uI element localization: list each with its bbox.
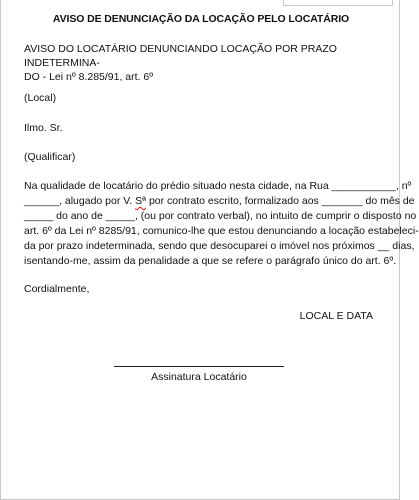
body-row: art. 6º da Lei nº 8285/91, comunico-lhe que estou denunciando a locação estabeleci- — [24, 225, 419, 237]
signature-label: Assinatura Locatário — [151, 371, 247, 383]
addressee: Ilmo. Sr. — [24, 122, 63, 134]
body-row: isentando-me, assim da penalidade a que se refere o parágrafo único do art. 6º. — [24, 255, 397, 267]
qualify-placeholder: (Qualificar) — [24, 151, 76, 163]
body-row — [24, 194, 415, 209]
subtitle-line-1: AVISO DO LOCATÁRIO DENUNCIANDO LOCAÇÃO POR PRAZO INDETERMINA- — [24, 43, 337, 69]
corner-stamp — [283, 0, 393, 6]
body-row-2-start: ______, alugado por V. — [24, 195, 136, 207]
closing: Cordialmente, — [24, 283, 90, 295]
body-paragraph — [24, 179, 419, 269]
body-row: _____ do ano de _____, (ou por contrato verbal), no intuito de cumprir o disposto no — [24, 210, 417, 222]
body-row: da por prazo indeterminada, sendo que desocuparei o imóvel nos próximos __ dias, — [24, 240, 415, 252]
document-subtitle — [24, 42, 384, 84]
local-placeholder: (Local) — [24, 92, 57, 104]
document-title: AVISO DE DENUNCIAÇÃO DA LOCAÇÃO PELO LOCATÁRIO — [52, 13, 350, 25]
body-row: Na qualidade de locatário do prédio situado nesta cidade, na Rua ___________, nº — [24, 180, 412, 192]
local-and-date: LOCAL E DATA — [299, 310, 373, 322]
subtitle-line-2: DO - Lei nº 8.285/91, art. 6º — [24, 71, 154, 83]
spellcheck-word: Sª — [135, 195, 147, 207]
body-row-2-end: por contrato escrito, formalizado aos _______ do mês de — [146, 195, 415, 207]
signature-line — [114, 366, 284, 367]
